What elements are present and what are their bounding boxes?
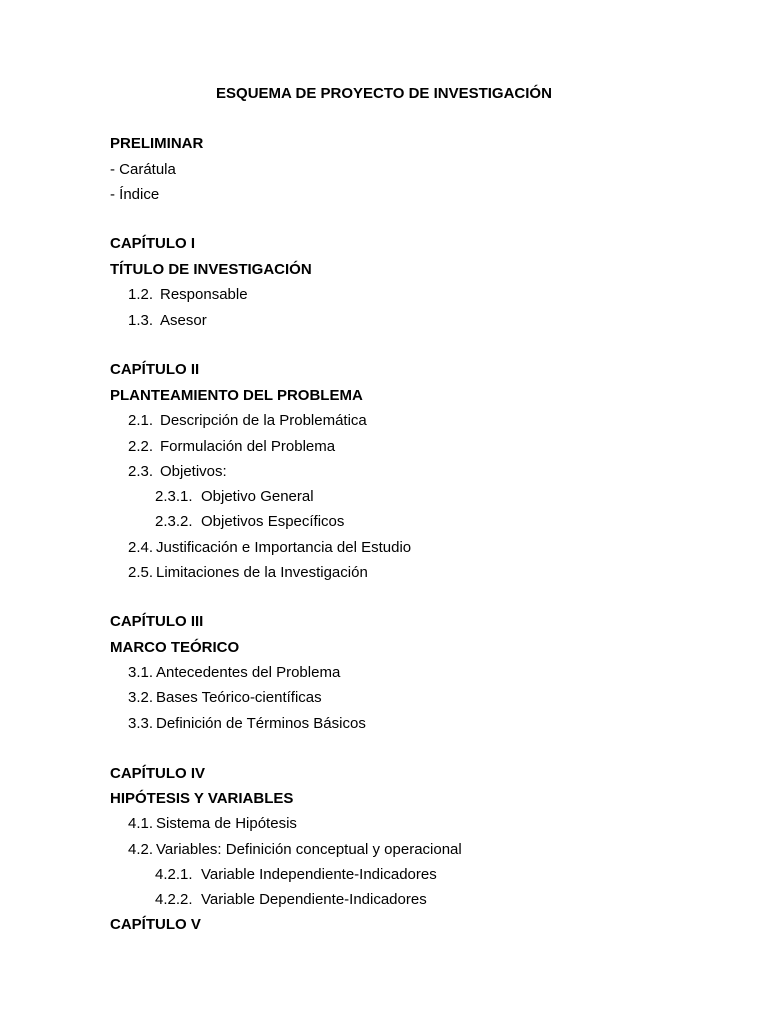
item-text: Variables: Definición conceptual y operacional [156,841,462,858]
item-text: Objetivos: [160,463,227,480]
chapter-4-heading: HIPÓTESIS Y VARIABLES [110,790,294,807]
list-item [128,538,411,558]
item-number: 4.2.2. [155,891,193,908]
item-number: 3.3. [128,715,154,732]
list-item [128,285,248,305]
list-item [128,714,366,734]
item-text: Sistema de Hipótesis [156,815,297,832]
chapter-3-label: CAPÍTULO III [110,613,204,630]
list-item [155,865,437,885]
item-number: 2.3.2. [155,513,193,530]
item-number: 1.3. [128,312,154,329]
list-item [128,814,297,834]
item-number: 2.4. [128,539,154,556]
item-text: Antecedentes del Problema [156,664,341,681]
list-item [128,311,207,331]
item-text: Definición de Términos Básicos [156,715,366,732]
item-number: 1.2. [128,286,154,303]
list-item-caratula: - Carátula [110,161,176,178]
item-number: 2.2. [128,438,154,455]
section-heading-preliminar: PRELIMINAR [110,135,204,152]
item-number: 2.1. [128,412,154,429]
item-text: Variable Independiente-Indicadores [201,866,437,883]
chapter-2-heading: PLANTEAMIENTO DEL PROBLEMA [110,387,363,404]
item-number: 4.2. [128,841,154,858]
chapter-2-label: CAPÍTULO II [110,361,200,378]
item-text: Objetivo General [201,488,314,505]
list-item [128,462,227,482]
item-text: Responsable [160,286,248,303]
item-number: 4.2.1. [155,866,193,883]
item-text: Limitaciones de la Investigación [156,564,368,581]
chapter-1-label: CAPÍTULO I [110,235,195,252]
list-item [128,663,340,683]
chapter-3-heading: MARCO TEÓRICO [110,639,240,656]
item-text: Formulación del Problema [160,438,336,455]
chapter-5-label: CAPÍTULO V [110,916,201,933]
list-item [128,688,322,708]
list-item [128,437,335,457]
item-number: 4.1. [128,815,154,832]
item-text: Variable Dependiente-Indicadores [201,891,427,908]
item-number: 3.2. [128,689,154,706]
list-item-indice: - Índice [110,186,160,203]
item-number: 3.1. [128,664,154,681]
item-text: Bases Teórico-científicas [156,689,322,706]
item-number: 2.5. [128,564,154,581]
list-item [155,487,314,507]
list-item [155,890,427,910]
list-item [128,411,367,431]
item-text: Justificación e Importancia del Estudio [156,539,412,556]
item-text: Asesor [160,312,207,329]
list-item [128,563,368,583]
item-number: 2.3.1. [155,488,193,505]
item-text: Descripción de la Problemática [160,412,367,429]
chapter-4-label: CAPÍTULO IV [110,765,206,782]
list-item [155,512,344,532]
chapter-1-heading: TÍTULO DE INVESTIGACIÓN [110,261,312,278]
list-item [128,840,462,860]
item-number: 2.3. [128,463,154,480]
document-title: ESQUEMA DE PROYECTO DE INVESTIGACIÓN [216,85,552,102]
item-text: Objetivos Específicos [201,513,345,530]
